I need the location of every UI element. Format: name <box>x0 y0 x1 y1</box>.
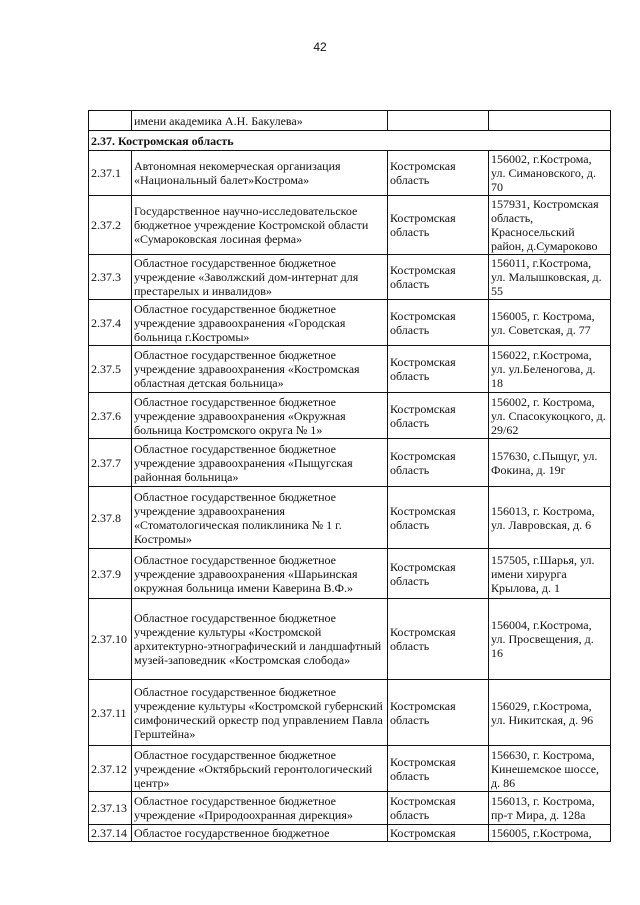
address: 156029, г.Кострома, ул. Никитская, д. 96 <box>489 680 611 746</box>
region: Костромская область <box>388 300 489 346</box>
region: Костромская область <box>388 549 489 599</box>
row-number: 2.37.7 <box>89 439 132 487</box>
address: 156013, г. Кострома, пр-т Мира, д. 128а <box>489 792 611 825</box>
organization-name: Областное государственное бюджетное учреждение культуры «Костромской губернский симфонический оркестр под управлением Павла Герштейна» <box>132 680 388 746</box>
organizations-table <box>88 110 611 842</box>
region: Костромская область <box>388 792 489 825</box>
region: Костромская область <box>388 746 489 792</box>
organization-name: Автономная некомерческая организация «Национальный балет»Кострома» <box>132 151 388 196</box>
continued-row <box>89 111 611 131</box>
table-row <box>89 196 611 255</box>
page-number: 42 <box>313 40 327 54</box>
address: 156002, г. Кострома, ул. Спасокукоцкого, д. 29/62 <box>489 393 611 439</box>
row-number: 2.37.14 <box>89 825 132 842</box>
continued-row-region <box>388 111 489 131</box>
continued-row-address <box>489 111 611 131</box>
organization-name: Областое государственное бюджетное <box>132 825 388 842</box>
organization-name: Государственное научно-исследовательское бюджетное учреждение Костромской области «Сумароковская лосиная ферма» <box>132 196 388 255</box>
row-number: 2.37.5 <box>89 346 132 393</box>
row-number: 2.37.9 <box>89 549 132 599</box>
address: 156013, г. Кострома, ул. Лавровская, д. 6 <box>489 487 611 549</box>
continued-row-number <box>89 111 132 131</box>
table-row <box>89 792 611 825</box>
organization-name: Областное государственное бюджетное учреждение культуры «Костромской архитектурно-этнографический и ландшафтный музей-заповедник «Костромская слобода» <box>132 599 388 680</box>
table-row <box>89 825 611 842</box>
organization-name: Областное государственное бюджетное учреждение «Октябрьский геронтологический центр» <box>132 746 388 792</box>
row-number: 2.37.2 <box>89 196 132 255</box>
region: Костромская область <box>388 487 489 549</box>
region: Костромская область <box>388 599 489 680</box>
continued-row-name: имени академика А.Н. Бакулева» <box>132 111 388 131</box>
row-number: 2.37.13 <box>89 792 132 825</box>
address: 157505, г.Шарья, ул. имени хирурга Крылова, д. 1 <box>489 549 611 599</box>
table-row <box>89 599 611 680</box>
table-row <box>89 746 611 792</box>
organization-name: Областное государственное бюджетное учреждение здравоохранения «Костромская областная детская больница» <box>132 346 388 393</box>
organization-name: Областное государственное бюджетное учреждение здравоохранения «Пыщугская районная больница» <box>132 439 388 487</box>
address: 157630, с.Пыщуг, ул. Фокина, д. 19г <box>489 439 611 487</box>
address: 156005, г. Кострома, ул. Советская, д. 77 <box>489 300 611 346</box>
address: 156022, г.Кострома, ул. ул.Беленогова, д. 18 <box>489 346 611 393</box>
address: 157931, Костромская область, Красносельский район, д.Сумароково <box>489 196 611 255</box>
organization-name: Областное государственное бюджетное учреждение «Заволжский дом-интернат для престарелых и инвалидов» <box>132 255 388 300</box>
region: Костромская область <box>388 196 489 255</box>
region: Костромская <box>388 825 489 842</box>
table-row <box>89 680 611 746</box>
table-row <box>89 300 611 346</box>
section-header-row <box>89 131 611 151</box>
row-number: 2.37.3 <box>89 255 132 300</box>
row-number: 2.37.1 <box>89 151 132 196</box>
row-number: 2.37.10 <box>89 599 132 680</box>
organization-name: Областное государственное бюджетное учреждение здравоохранения «Окружная больница Костромского округа № 1» <box>132 393 388 439</box>
table-row <box>89 439 611 487</box>
table-row <box>89 393 611 439</box>
row-number: 2.37.11 <box>89 680 132 746</box>
organization-name: Областное государственное бюджетное учреждение здравоохранения «Шарьинская окружная больница имени Каверина В.Ф.» <box>132 549 388 599</box>
organization-name: Областное государственное бюджетное учреждение «Природоохранная дирекция» <box>132 792 388 825</box>
organization-name: Областное государственное бюджетное учреждение здравоохранения «Стоматологическая поликлиника № 1 г. Костромы» <box>132 487 388 549</box>
table-row <box>89 549 611 599</box>
region: Костромская область <box>388 680 489 746</box>
address: 156004, г.Кострома, ул. Просвещения, д. 16 <box>489 599 611 680</box>
region: Костромская область <box>388 151 489 196</box>
region: Костромская область <box>388 346 489 393</box>
organization-name: Областное государственное бюджетное учреждение здравоохранения «Городская больница г.Костромы» <box>132 300 388 346</box>
address: 156005, г.Кострома, <box>489 825 611 842</box>
region: Костромская область <box>388 255 489 300</box>
row-number: 2.37.4 <box>89 300 132 346</box>
address: 156011, г.Кострома, ул. Малышковская, д. 55 <box>489 255 611 300</box>
table-row <box>89 487 611 549</box>
row-number: 2.37.12 <box>89 746 132 792</box>
region: Костромская область <box>388 439 489 487</box>
address: 156002, г.Кострома, ул. Симановского, д. 70 <box>489 151 611 196</box>
row-number: 2.37.6 <box>89 393 132 439</box>
table-row <box>89 151 611 196</box>
table-row <box>89 346 611 393</box>
row-number: 2.37.8 <box>89 487 132 549</box>
section-title: 2.37. Костромская область <box>89 131 611 151</box>
region: Костромская область <box>388 393 489 439</box>
table-row <box>89 255 611 300</box>
address: 156630, г. Кострома, Кинешемское шоссе, д. 86 <box>489 746 611 792</box>
